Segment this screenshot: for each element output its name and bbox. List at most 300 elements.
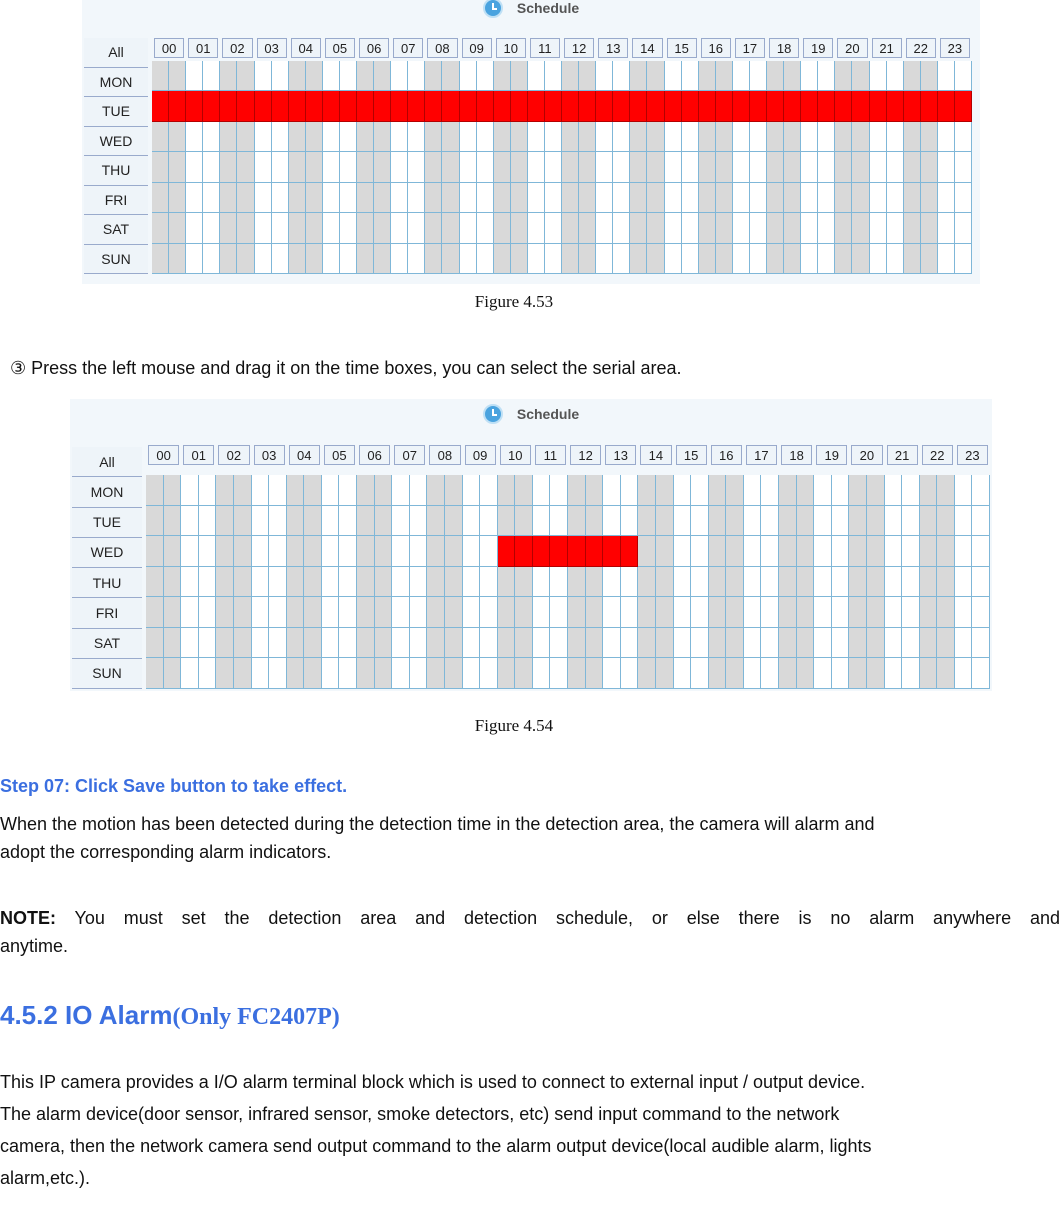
time-slot[interactable]	[357, 658, 375, 689]
time-slot[interactable]	[146, 567, 164, 598]
time-slot[interactable]	[797, 475, 815, 506]
time-slot[interactable]	[511, 244, 528, 274]
time-slot[interactable]	[427, 658, 445, 689]
time-slot[interactable]	[603, 475, 621, 506]
time-slot[interactable]	[562, 244, 579, 274]
time-slot[interactable]	[545, 183, 562, 213]
time-slot[interactable]	[186, 91, 203, 121]
time-slot[interactable]	[647, 152, 664, 182]
time-slot[interactable]	[181, 506, 199, 537]
time-slot[interactable]	[596, 61, 613, 91]
time-slot[interactable]	[340, 61, 357, 91]
time-slot[interactable]	[887, 61, 904, 91]
time-slot[interactable]	[322, 536, 340, 567]
hour-label[interactable]: 10	[496, 38, 526, 58]
time-slot[interactable]	[410, 597, 428, 628]
time-slot[interactable]	[656, 658, 674, 689]
time-slot[interactable]	[691, 506, 709, 537]
time-slot[interactable]	[586, 567, 604, 598]
time-slot[interactable]	[494, 244, 511, 274]
time-slot[interactable]	[832, 628, 850, 659]
time-slot[interactable]	[562, 152, 579, 182]
time-slot[interactable]	[269, 658, 287, 689]
time-slot[interactable]	[849, 506, 867, 537]
time-slot[interactable]	[339, 536, 357, 567]
time-slot[interactable]	[586, 536, 604, 567]
time-slot[interactable]	[699, 213, 716, 243]
time-slot[interactable]	[410, 567, 428, 598]
time-slot[interactable]	[391, 152, 408, 182]
time-slot[interactable]	[216, 506, 234, 537]
time-slot[interactable]	[255, 244, 272, 274]
time-slot[interactable]	[152, 152, 169, 182]
time-slot[interactable]	[306, 213, 323, 243]
time-slot[interactable]	[234, 658, 252, 689]
time-slot[interactable]	[252, 536, 270, 567]
time-slot[interactable]	[682, 213, 699, 243]
time-slot[interactable]	[442, 183, 459, 213]
time-slot[interactable]	[709, 475, 727, 506]
time-slot[interactable]	[596, 152, 613, 182]
day-sat[interactable]: SAT	[72, 629, 142, 659]
hour-label[interactable]: 23	[940, 38, 970, 58]
time-slot[interactable]	[515, 567, 533, 598]
time-slot[interactable]	[528, 61, 545, 91]
time-slot[interactable]	[528, 122, 545, 152]
time-slot[interactable]	[832, 658, 850, 689]
time-slot[interactable]	[726, 597, 744, 628]
time-slot[interactable]	[322, 658, 340, 689]
time-slot[interactable]	[744, 536, 762, 567]
time-slot[interactable]	[427, 628, 445, 659]
time-slot[interactable]	[287, 506, 305, 537]
time-slot[interactable]	[832, 475, 850, 506]
time-slot[interactable]	[630, 61, 647, 91]
time-slot[interactable]	[477, 122, 494, 152]
time-slot[interactable]	[613, 183, 630, 213]
day-sun[interactable]: SUN	[72, 659, 142, 689]
time-slot[interactable]	[234, 536, 252, 567]
time-slot[interactable]	[699, 122, 716, 152]
time-slot[interactable]	[784, 183, 801, 213]
time-slot[interactable]	[709, 506, 727, 537]
time-slot[interactable]	[972, 628, 990, 659]
time-slot[interactable]	[498, 506, 516, 537]
time-slot[interactable]	[477, 61, 494, 91]
time-slot[interactable]	[237, 244, 254, 274]
time-slot[interactable]	[164, 658, 182, 689]
time-slot[interactable]	[323, 244, 340, 274]
time-slot[interactable]	[887, 152, 904, 182]
time-slot[interactable]	[375, 567, 393, 598]
time-slot[interactable]	[375, 506, 393, 537]
hour-label[interactable]: 06	[359, 445, 390, 465]
time-slot[interactable]	[255, 152, 272, 182]
time-slot[interactable]	[181, 597, 199, 628]
time-slot[interactable]	[902, 536, 920, 567]
time-slot[interactable]	[596, 91, 613, 121]
time-slot[interactable]	[867, 567, 885, 598]
time-slot[interactable]	[656, 628, 674, 659]
time-slot[interactable]	[885, 506, 903, 537]
time-slot[interactable]	[761, 506, 779, 537]
time-slot[interactable]	[216, 475, 234, 506]
time-slot[interactable]	[750, 183, 767, 213]
time-slot[interactable]	[255, 91, 272, 121]
time-slot[interactable]	[621, 658, 639, 689]
time-slot[interactable]	[252, 506, 270, 537]
time-slot[interactable]	[304, 536, 322, 567]
time-slot[interactable]	[339, 658, 357, 689]
time-slot[interactable]	[937, 658, 955, 689]
time-slot[interactable]	[203, 91, 220, 121]
time-slot[interactable]	[852, 122, 869, 152]
time-slot[interactable]	[596, 183, 613, 213]
time-slot[interactable]	[921, 152, 938, 182]
hour-label[interactable]: 16	[701, 38, 731, 58]
time-slot[interactable]	[904, 152, 921, 182]
time-slot[interactable]	[586, 597, 604, 628]
time-slot[interactable]	[511, 61, 528, 91]
time-slot[interactable]	[955, 628, 973, 659]
time-slot[interactable]	[169, 122, 186, 152]
time-slot[interactable]	[408, 122, 425, 152]
time-slot[interactable]	[255, 122, 272, 152]
time-slot[interactable]	[304, 658, 322, 689]
hour-label[interactable]: 13	[605, 445, 636, 465]
time-slot[interactable]	[425, 61, 442, 91]
time-slot[interactable]	[852, 183, 869, 213]
time-slot[interactable]	[761, 597, 779, 628]
time-slot[interactable]	[199, 475, 217, 506]
time-slot[interactable]	[533, 536, 551, 567]
hour-label[interactable]: 11	[535, 445, 566, 465]
time-slot[interactable]	[638, 597, 656, 628]
time-slot[interactable]	[733, 152, 750, 182]
time-slot[interactable]	[289, 183, 306, 213]
time-slot[interactable]	[835, 213, 852, 243]
time-slot[interactable]	[181, 475, 199, 506]
time-slot[interactable]	[682, 183, 699, 213]
time-slot[interactable]	[460, 244, 477, 274]
time-slot[interactable]	[818, 122, 835, 152]
time-slot[interactable]	[920, 658, 938, 689]
time-slot[interactable]	[852, 213, 869, 243]
time-slot[interactable]	[304, 567, 322, 598]
time-slot[interactable]	[603, 567, 621, 598]
time-slot[interactable]	[528, 91, 545, 121]
time-slot[interactable]	[955, 597, 973, 628]
time-slot[interactable]	[425, 244, 442, 274]
time-slot[interactable]	[528, 183, 545, 213]
time-slot[interactable]	[867, 597, 885, 628]
time-slot[interactable]	[427, 597, 445, 628]
time-slot[interactable]	[357, 61, 374, 91]
time-slot[interactable]	[480, 628, 498, 659]
time-slot[interactable]	[357, 152, 374, 182]
hour-label[interactable]: 20	[851, 445, 882, 465]
time-slot[interactable]	[445, 658, 463, 689]
time-slot[interactable]	[779, 628, 797, 659]
time-slot[interactable]	[306, 61, 323, 91]
time-slot[interactable]	[867, 506, 885, 537]
time-slot[interactable]	[832, 597, 850, 628]
time-slot[interactable]	[716, 61, 733, 91]
time-slot[interactable]	[709, 658, 727, 689]
hour-label[interactable]: 21	[872, 38, 902, 58]
time-slot[interactable]	[181, 536, 199, 567]
time-slot[interactable]	[902, 597, 920, 628]
hour-label[interactable]: 09	[462, 38, 492, 58]
time-slot[interactable]	[216, 567, 234, 598]
time-slot[interactable]	[814, 475, 832, 506]
time-slot[interactable]	[203, 213, 220, 243]
time-slot[interactable]	[269, 536, 287, 567]
time-slot[interactable]	[638, 658, 656, 689]
time-slot[interactable]	[568, 628, 586, 659]
time-slot[interactable]	[323, 91, 340, 121]
time-slot[interactable]	[391, 244, 408, 274]
time-slot[interactable]	[374, 152, 391, 182]
time-slot[interactable]	[921, 213, 938, 243]
time-slot[interactable]	[146, 506, 164, 537]
time-slot[interactable]	[586, 506, 604, 537]
time-slot[interactable]	[630, 183, 647, 213]
time-slot[interactable]	[550, 506, 568, 537]
time-slot[interactable]	[445, 475, 463, 506]
time-slot[interactable]	[357, 567, 375, 598]
time-slot[interactable]	[691, 536, 709, 567]
time-slot[interactable]	[902, 658, 920, 689]
time-slot[interactable]	[340, 183, 357, 213]
time-slot[interactable]	[579, 122, 596, 152]
time-slot[interactable]	[480, 536, 498, 567]
time-slot[interactable]	[779, 658, 797, 689]
day-tue[interactable]: TUE	[72, 508, 142, 538]
time-slot[interactable]	[203, 61, 220, 91]
hour-label[interactable]: 09	[465, 445, 496, 465]
hour-label[interactable]: 18	[769, 38, 799, 58]
time-slot[interactable]	[562, 213, 579, 243]
time-slot[interactable]	[515, 658, 533, 689]
time-slot[interactable]	[647, 244, 664, 274]
time-slot[interactable]	[568, 475, 586, 506]
time-slot[interactable]	[779, 506, 797, 537]
time-slot[interactable]	[391, 183, 408, 213]
time-slot[interactable]	[550, 597, 568, 628]
time-slot[interactable]	[921, 61, 938, 91]
time-slot[interactable]	[938, 152, 955, 182]
time-slot[interactable]	[870, 91, 887, 121]
time-slot[interactable]	[656, 506, 674, 537]
time-slot[interactable]	[169, 183, 186, 213]
time-slot[interactable]	[169, 61, 186, 91]
time-slot[interactable]	[832, 567, 850, 598]
time-slot[interactable]	[849, 475, 867, 506]
time-slot[interactable]	[972, 658, 990, 689]
time-slot[interactable]	[596, 122, 613, 152]
time-slot[interactable]	[392, 628, 410, 659]
time-slot[interactable]	[665, 152, 682, 182]
time-slot[interactable]	[287, 567, 305, 598]
time-slot[interactable]	[445, 628, 463, 659]
time-slot[interactable]	[761, 567, 779, 598]
time-slot[interactable]	[498, 475, 516, 506]
hour-label[interactable]: 04	[289, 445, 320, 465]
time-slot[interactable]	[835, 152, 852, 182]
time-slot[interactable]	[937, 628, 955, 659]
time-slot[interactable]	[322, 506, 340, 537]
time-slot[interactable]	[767, 213, 784, 243]
time-slot[interactable]	[272, 213, 289, 243]
time-slot[interactable]	[733, 122, 750, 152]
time-slot[interactable]	[146, 628, 164, 659]
time-slot[interactable]	[550, 475, 568, 506]
time-slot[interactable]	[814, 658, 832, 689]
time-slot[interactable]	[682, 244, 699, 274]
time-slot[interactable]	[779, 567, 797, 598]
time-slot[interactable]	[603, 597, 621, 628]
time-slot[interactable]	[784, 152, 801, 182]
time-slot[interactable]	[220, 183, 237, 213]
day-thu[interactable]: THU	[72, 568, 142, 598]
time-slot[interactable]	[699, 152, 716, 182]
hour-label[interactable]: 15	[667, 38, 697, 58]
time-slot[interactable]	[410, 658, 428, 689]
time-slot[interactable]	[867, 475, 885, 506]
hour-label[interactable]: 19	[803, 38, 833, 58]
time-slot[interactable]	[568, 597, 586, 628]
time-slot[interactable]	[533, 506, 551, 537]
time-slot[interactable]	[818, 61, 835, 91]
time-slot[interactable]	[152, 61, 169, 91]
day-wed[interactable]: WED	[72, 538, 142, 568]
time-slot[interactable]	[767, 183, 784, 213]
time-slot[interactable]	[323, 61, 340, 91]
time-slot[interactable]	[357, 506, 375, 537]
time-slot[interactable]	[357, 597, 375, 628]
time-slot[interactable]	[938, 183, 955, 213]
day-mon[interactable]: MON	[72, 477, 142, 507]
time-slot[interactable]	[442, 244, 459, 274]
time-slot[interactable]	[528, 244, 545, 274]
hour-label[interactable]: 06	[359, 38, 389, 58]
time-slot[interactable]	[621, 475, 639, 506]
hour-label[interactable]: 19	[816, 445, 847, 465]
time-slot[interactable]	[904, 91, 921, 121]
time-slot[interactable]	[972, 567, 990, 598]
hour-label[interactable]: 17	[735, 38, 765, 58]
time-slot[interactable]	[691, 475, 709, 506]
time-slot[interactable]	[306, 122, 323, 152]
time-slot[interactable]	[255, 213, 272, 243]
time-slot[interactable]	[391, 213, 408, 243]
time-slot[interactable]	[603, 506, 621, 537]
time-slot[interactable]	[220, 61, 237, 91]
time-slot[interactable]	[904, 213, 921, 243]
time-slot[interactable]	[733, 244, 750, 274]
time-slot[interactable]	[234, 567, 252, 598]
time-slot[interactable]	[750, 91, 767, 121]
time-slot[interactable]	[613, 61, 630, 91]
time-slot[interactable]	[199, 658, 217, 689]
time-slot[interactable]	[287, 628, 305, 659]
time-slot[interactable]	[562, 122, 579, 152]
time-slot[interactable]	[528, 152, 545, 182]
time-slot[interactable]	[289, 152, 306, 182]
time-slot[interactable]	[199, 597, 217, 628]
time-slot[interactable]	[867, 628, 885, 659]
time-slot[interactable]	[323, 183, 340, 213]
day-sat[interactable]: SAT	[84, 215, 148, 245]
time-slot[interactable]	[867, 536, 885, 567]
time-slot[interactable]	[613, 122, 630, 152]
time-slot[interactable]	[621, 536, 639, 567]
time-slot[interactable]	[533, 475, 551, 506]
time-slot[interactable]	[408, 183, 425, 213]
time-slot[interactable]	[146, 536, 164, 567]
time-slot[interactable]	[427, 475, 445, 506]
time-slot[interactable]	[630, 213, 647, 243]
time-slot[interactable]	[164, 475, 182, 506]
time-slot[interactable]	[972, 536, 990, 567]
time-slot[interactable]	[425, 91, 442, 121]
time-slot[interactable]	[427, 506, 445, 537]
time-slot[interactable]	[733, 213, 750, 243]
time-slot[interactable]	[621, 628, 639, 659]
time-slot[interactable]	[797, 506, 815, 537]
time-slot[interactable]	[234, 597, 252, 628]
time-slot[interactable]	[234, 475, 252, 506]
time-slot[interactable]	[938, 244, 955, 274]
time-slot[interactable]	[579, 183, 596, 213]
time-slot[interactable]	[442, 91, 459, 121]
time-slot[interactable]	[152, 183, 169, 213]
time-slot[interactable]	[289, 91, 306, 121]
time-slot[interactable]	[306, 244, 323, 274]
time-slot[interactable]	[797, 597, 815, 628]
time-slot[interactable]	[392, 475, 410, 506]
time-slot[interactable]	[306, 152, 323, 182]
time-slot[interactable]	[480, 567, 498, 598]
time-slot[interactable]	[463, 628, 481, 659]
hour-label[interactable]: 22	[906, 38, 936, 58]
time-slot[interactable]	[691, 628, 709, 659]
time-slot[interactable]	[410, 506, 428, 537]
time-slot[interactable]	[814, 597, 832, 628]
time-slot[interactable]	[287, 658, 305, 689]
time-slot[interactable]	[304, 628, 322, 659]
time-slot[interactable]	[511, 183, 528, 213]
time-slot[interactable]	[340, 91, 357, 121]
time-slot[interactable]	[852, 61, 869, 91]
time-slot[interactable]	[287, 475, 305, 506]
time-slot[interactable]	[323, 213, 340, 243]
time-slot[interactable]	[169, 152, 186, 182]
time-slot[interactable]	[750, 152, 767, 182]
time-slot[interactable]	[744, 506, 762, 537]
time-slot[interactable]	[835, 244, 852, 274]
time-slot[interactable]	[674, 506, 692, 537]
time-slot[interactable]	[699, 61, 716, 91]
time-slot[interactable]	[374, 244, 391, 274]
time-slot[interactable]	[955, 122, 972, 152]
time-slot[interactable]	[955, 213, 972, 243]
time-slot[interactable]	[164, 597, 182, 628]
time-slot[interactable]	[849, 567, 867, 598]
time-slot[interactable]	[921, 122, 938, 152]
time-slot[interactable]	[186, 213, 203, 243]
